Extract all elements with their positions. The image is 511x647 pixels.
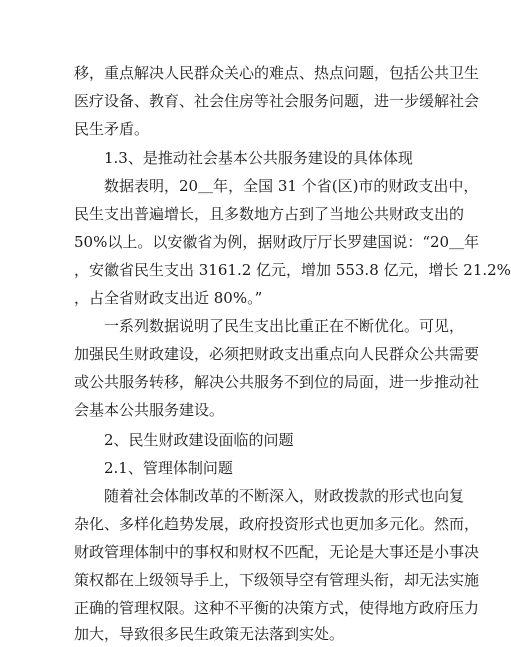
body-text-line: 策权都在上级领导手上，下级领导空有管理头衔，却无法实施 bbox=[74, 571, 480, 589]
body-text-line: 加强民生财政建设，必须把财政支出重点向人民群众公共需要 bbox=[74, 345, 480, 363]
body-text-line: 民生支出普遍增长，且多数地方占到了当地公共财政支出的 bbox=[74, 205, 465, 223]
body-text-line: ，占全省财政支出近 80%。” bbox=[74, 289, 263, 307]
body-text-line: 数据表明，20＿年，全国 31 个省(区)市的财政支出中， bbox=[104, 177, 479, 195]
body-text-line: 50%以上。以安徽省为例，据财政厅厅长罗建国说：“20＿年 bbox=[74, 233, 480, 251]
body-text-line: 杂化、多样化趋势发展，政府投资形式也更加多元化。然而， bbox=[74, 515, 480, 533]
body-text-line: 医疗设备、教育、社会住房等社会服务问题，进一步缓解社会 bbox=[74, 92, 480, 110]
body-text-line: 加大，导致很多民生政策无法落到实处。 bbox=[74, 625, 345, 643]
body-text-line: 会基本公共服务建设。 bbox=[74, 401, 225, 419]
section-heading-1-3: 1.3、是推动社会基本公共服务建设的具体体现 bbox=[104, 149, 413, 167]
body-text-line: 或公共服务转移，解决公共服务不到位的局面，进一步推动社 bbox=[74, 373, 480, 391]
body-text-line: 随着社会体制改革的不断深入，财政拨款的形式也向复 bbox=[104, 487, 465, 505]
body-text-line: ，安徽省民生支出 3161.2 亿元，增加 553.8 亿元，增长 21.2% bbox=[74, 261, 511, 279]
body-text-line: 移，重点解决人民群众关心的难点、热点问题，包括公共卫生 bbox=[74, 64, 480, 82]
body-text-line: 正确的管理权限。这种不平衡的决策方式，使得地方政府压力 bbox=[74, 599, 480, 617]
body-text-line: 财政管理体制中的事权和财权不匹配，无论是大事还是小事决 bbox=[74, 543, 480, 561]
body-text-line: 民生矛盾。 bbox=[74, 120, 150, 138]
section-heading-2: 2、民生财政建设面临的问题 bbox=[104, 431, 294, 449]
section-heading-2-1: 2.1、管理体制问题 bbox=[104, 459, 233, 477]
body-text-line: 一系列数据说明了民生支出比重正在不断优化。可见， bbox=[104, 317, 465, 335]
